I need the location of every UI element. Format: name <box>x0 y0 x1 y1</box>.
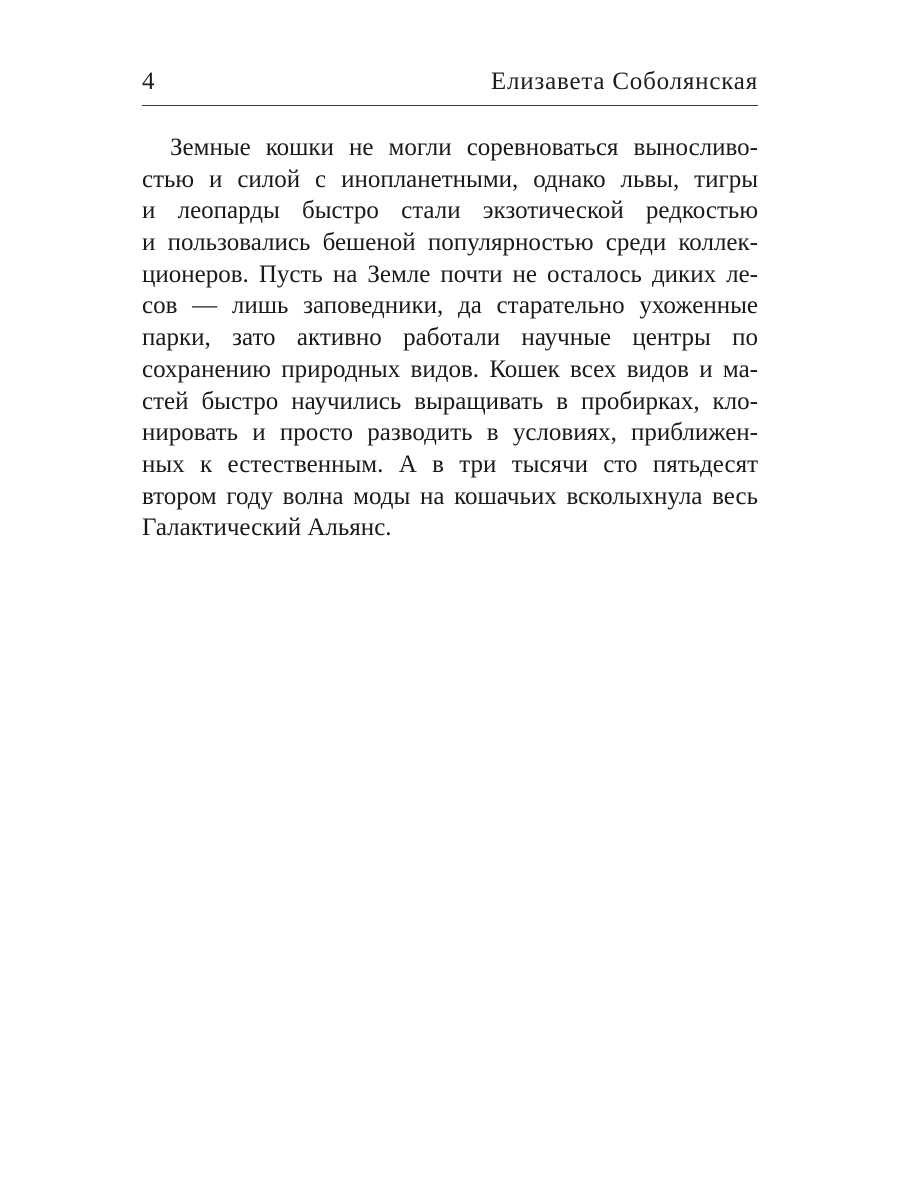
text-line: сов — лишь заповедники, да старательно ухоженные <box>142 292 758 320</box>
text-line: ционеров. Пусть на Земле почти не осталось диких ле- <box>142 260 758 288</box>
text-line: и пользовались бешеной популярностью среди коллек- <box>142 229 758 257</box>
header-rule <box>142 105 758 106</box>
author-name: Елизавета Соболянская <box>490 68 758 95</box>
text-line: ных к естественным. А в три тысячи сто пятьдесят <box>142 450 758 478</box>
text-line: сохранению природных видов. Кошек всех видов и ма- <box>142 355 758 383</box>
text-line: стей быстро научились выращивать в пробирках, кло- <box>142 387 758 415</box>
page-number: 4 <box>142 68 155 95</box>
text-line: и леопарды быстро стали экзотической редкостью <box>142 197 758 225</box>
text-line: парки, зато активно работали научные центры по <box>142 324 758 352</box>
text-line: стью и силой с инопланетными, однако львы, тигры <box>142 165 758 193</box>
text-line: нировать и просто разводить в условиях, приближен- <box>142 419 758 447</box>
paragraph <box>142 132 758 544</box>
text-line: втором году волна моды на кошачьих всколыхнула весь <box>142 482 758 510</box>
text-line: Земные кошки не могли соревноваться выносливо- <box>170 134 758 161</box>
running-head <box>142 66 758 102</box>
text-line: Галактический Альянс. <box>142 514 392 542</box>
